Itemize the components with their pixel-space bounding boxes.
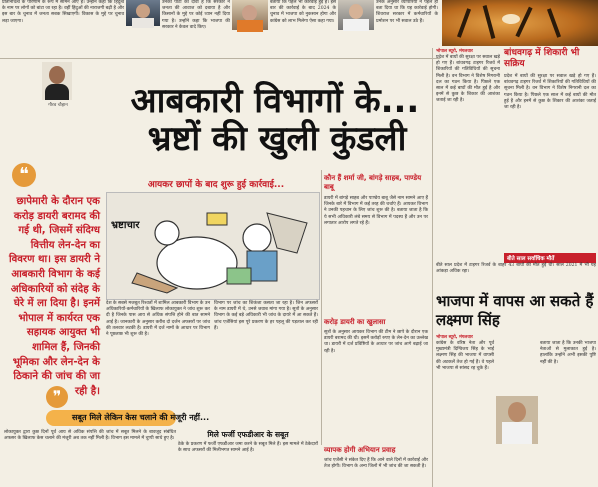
right-box-body: बीते साल प्रदेश में टाइगर रिजर्व के बाहर 43 बाघों की मौत हुई थी। साल 2021 में भी यह आंकड़ा अधिक रहा। (436, 263, 596, 275)
bottom-mid-body: ठेके के प्रकरण में फर्जी एफडीआर जमा करने के सबूत मिले हैं। इस मामले में ठेकेदारों के साथ अफसरों की मिलीभगत सामने आई है। (178, 442, 318, 454)
col3-body-2: सूत्रों के अनुसार आयकर विभाग की टीम ने छापे के दौरान एक डायरी बरामद की थी। इसमें करोड़ों रुपए के लेन-देन का उल्लेख था। डायरी में दर्ज प्रविष्टियों के आधार पर जांच आगे बढ़ाई जा रही है। (324, 330, 428, 354)
right-body-a: प्रदेश में बाघों की सुरक्षा पर सवाल खड़े हो गए हैं। बांधवगढ़ टाइगर रिजर्व में शिकारियों की गतिविधियों की सूचना मिली है। वन विभाग ने विशेष निगरानी दल का गठन किया है। पिछले एक साल में कई बाघों की मौत हुई है और इनमें से कुछ के शिकार की आशंका जताई जा रही है। (436, 55, 500, 104)
bottom-mid-heading: मिले फर्जी एफडीआर के सबूत (207, 430, 289, 439)
right-heading: बांधवगढ़ में शिकारी भी सक्रिय (504, 48, 580, 69)
headline-line2: भ्रष्टों की खुली कुंडली (147, 119, 407, 159)
bjp-politician-photo (496, 396, 538, 444)
headline-line1: आबकारी विभागों के... (130, 81, 420, 121)
subhead: आयकर छापों के बाद शुरू हुई कार्रवाई... (118, 177, 314, 193)
bjp-dateline: भोपाल ब्यूरो, मंगलवार (436, 335, 473, 340)
tiger-photo (442, 0, 598, 46)
col3-body: डायरी में बांगड़े साहब और पाण्डेय बाबू जैसे नाम सामने आए हैं जिनके बारे में विभाग में कई तरह की चर्चाएं हैं। आयकर विभाग ने उनकी पहचान के लिए जांच शुरू की है। बताया जाता है कि ये सभी अधिकारी लंबे समय से विभाग में पदस्थ हैं और उन पर लगातार आरोप लगते रहे हैं। (324, 196, 428, 226)
col3-subheading-1: करोड़ डायरी का खुलासा (324, 318, 386, 326)
quote-mark-icon: ❝ (12, 163, 36, 187)
top-article-col1: प्रतिनिधित्व के परिणाम के रूप में सामने आए हैं। उन्होंने कहा कि हिंदुत्व के नाम पर लोगों को बांटा जा रहा है। वहीं हिंदुओं की नाराजगी बढ़ी है और इस बार के चुनाव में जनता सबक सिखाएगी। विकास के मुद्दे पर चुनाव लड़ा जाएगा। (2, 0, 124, 24)
top-article-col4: उनके अनुसार व्यापारियों ने पहले ही बता दिया था कि यह कार्रवाई होगी। शिवराज सरकार में कर्मचारियों के प्रमोशन पर भी सवाल उठे हैं। (376, 0, 438, 24)
top-article-col2: उनकी पार्टी का दावा है कि सरकार ने जनता की आवाज को दबाया है और किसानों के मुद्दे पर कोई ध्यान नहीं दिया गया है। उन्होंने कहा कि भाजपा की सरकार ने केवल वादे किए। (162, 0, 230, 30)
bjp-body-a: कांग्रेस के वरिष्ठ नेता और पूर्व मुख्यमंत्री दिग्विजय सिंह के भाई लक्ष्मण सिंह की भाजपा में वापसी की अटकलें तेज हो गई हैं। वे पहले भी भाजपा से सांसद रह चुके हैं। (436, 341, 494, 371)
intro-text: छापेमारी के दौरान एक करोड़ डायरी बरामद की गई थी, जिसमें संदिग्ध वित्तीय लेन-देन का विवरण था। इस डायरी ने आबकारी विभाग के कई अधिकारियों को संदेह के घेरे में ला दिया है। इनमें भोपाल में कार्यरत एक सहायक आयुक्त भी शामिल हैं, जिनकी भूमिका और लेन-देन के ठिकाने की जांच की जा रही है। (8, 196, 100, 397)
right-dateline: भोपाल ब्यूरो, मंगलवार (436, 49, 473, 54)
top-photo-politician-2 (232, 0, 268, 30)
bjp-heading: भाजपा में वापस आ सकते हैं लक्ष्मण सिंह (436, 292, 594, 329)
body-column-b: विभाग पर जांच का शिकंजा कसता जा रहा है। जिन अफसरों के नाम डायरी में थे, उनसे जवाब मांगा गया है। सूत्रों के अनुसार विभाग के कई बड़े अधिकारी भी जांच के दायरे में आ सकते हैं। जांच एजेंसियां इस पूरे प्रकरण के हर पहलू की पड़ताल कर रही हैं। (214, 301, 318, 331)
col3-body-3: जांच एजेंसी ने संकेत दिए हैं कि आने वाले दिनों में कार्रवाई और तेज होगी। विभाग के अन्य जिलों में भी जांच की जा सकती है। (324, 458, 428, 470)
col3-subheading-2: व्यापक होगी अभियान प्रवाह (324, 446, 396, 454)
cartoon-illustration (106, 192, 320, 300)
col3-heading: कौन हैं शर्मा जी, बांगड़े साहब, पाण्डेय बाबू (324, 174, 422, 191)
quote-close-icon: ❞ (46, 386, 68, 408)
top-photo-politician-1 (126, 0, 160, 26)
right-box-title: बीते साल सर्वाधिक मौतें (504, 253, 596, 263)
right-body-b: प्रदेश में बाघों की सुरक्षा पर सवाल खड़े हो गए हैं। बांधवगढ़ टाइगर रिजर्व में शिकारियों की गतिविधियों की सूचना मिली है। वन विभाग ने विशेष निगरानी दल का गठन किया है। पिछले एक साल में कई बाघों की मौत हुई है और इनमें से कुछ के शिकार की आशंका जताई जा रही है। (504, 74, 596, 111)
bjp-body-b: बताया जाता है कि उनकी भाजपा नेताओं से मुलाकात हुई है। हालांकि उन्होंने अभी इसकी पुष्टि नहीं की है। (540, 341, 596, 365)
cartoon-label: भ्रष्टाचार (111, 220, 140, 231)
top-photo-politician-3 (338, 0, 374, 30)
body-column-a: देश के सबसे मजबूत रिश्वतों में शामिल आबकारी विभाग के उन अधिकारियों-कर्मचारियों के खिलाफ लोकायुक्त ने जांच शुरू कर दी है जिनके पास आय से अधिक संपत्ति होने की बात सामने आई है। जानकारी के अनुसार करीब दो दर्जन अफसरों पर जांच की तलवार लटकी है। डायरी में दर्ज नामों के आधार पर विभाग ने पूछताछ भी शुरू की है। (106, 301, 210, 338)
top-article-col3: बताया कि पहले भी कार्रवाई हुई है। इस बार की कार्रवाई के बाद 2024 के चुनाव में भाजपा को नुकसान होगा और कांग्रेस को लाभ मिलेगा ऐसा कहा गया। (270, 0, 336, 24)
bottom-left-body: लोकायुक्त द्वारा कुछ दिनों पूर्व आय से अधिक संपत्ति की जांच में सबूत मिलने के बावजूद संबंधित अफसर के खिलाफ केस चलाने की मंजूरी अब तक नहीं मिली है। विभाग इस मामले में चुप्पी साधे हुए है। (4, 430, 176, 442)
author-name: गौरव चौहान (48, 103, 68, 108)
bottom-left-heading: सबूत मिले लेकिन केस चलाने की मंजूरी नहीं... (72, 413, 210, 422)
author-photo (42, 62, 72, 100)
